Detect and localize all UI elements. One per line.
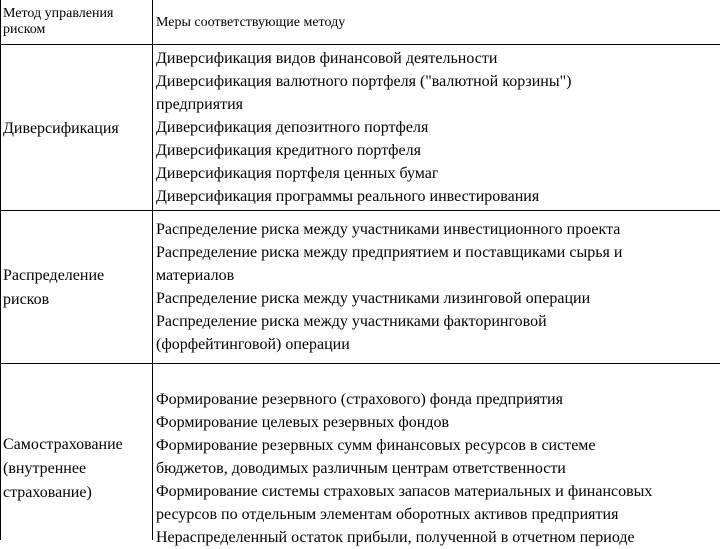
measure-line: Диверсификация программы реального инвестирования bbox=[156, 188, 540, 205]
measure-line: Формирование резервных сумм финансовых ресурсов в системе bbox=[156, 437, 596, 454]
measure-line: бюджетов, доводимых различным центрам ответственности bbox=[156, 460, 566, 477]
row-1-method bbox=[3, 117, 143, 141]
row-2-method bbox=[3, 264, 143, 312]
measure-line: Диверсификация видов финансовой деятельности bbox=[156, 50, 498, 67]
table-border-left bbox=[0, 0, 1, 540]
row-3-measures bbox=[156, 388, 720, 549]
measure-line: Нераспределенный остаток прибыли, полученной в отчетном периоде bbox=[156, 529, 635, 546]
header-method bbox=[3, 6, 113, 38]
measure-line: Распределение риска между предприятием и поставщиками сырья и bbox=[156, 244, 623, 261]
measure-line: Формирование системы страховых запасов материальных и финансовых bbox=[156, 483, 653, 500]
header-method-line-1: Метод управления bbox=[3, 6, 114, 21]
measure-line: Диверсификация депозитного портфеля bbox=[156, 119, 429, 136]
method-line: (внутреннее bbox=[3, 460, 87, 477]
method-line: рисков bbox=[3, 291, 50, 308]
header-measures: Меры соответствующие методу bbox=[156, 15, 346, 30]
measure-line: материалов bbox=[156, 267, 235, 284]
row-divider-1 bbox=[0, 210, 720, 211]
method-line: Диверсификация bbox=[3, 120, 119, 137]
header-divider bbox=[0, 44, 720, 45]
measure-line: Распределение риска между участниками лизинговой операции bbox=[156, 290, 591, 307]
row-1-measures bbox=[156, 47, 720, 208]
measure-line: Формирование целевых резервных фондов bbox=[156, 414, 450, 431]
measure-line: Распределение риска между участниками факторинговой bbox=[156, 313, 547, 330]
measure-line: Диверсификация портфеля ценных бумаг bbox=[156, 165, 439, 182]
method-line: Самострахование bbox=[3, 436, 123, 453]
row-2-measures bbox=[156, 218, 720, 356]
measure-line: Диверсификация кредитного портфеля bbox=[156, 142, 421, 159]
row-3-method bbox=[3, 433, 143, 505]
column-divider bbox=[152, 0, 153, 540]
method-line: Распределение bbox=[3, 267, 105, 284]
method-line: страхование) bbox=[3, 484, 92, 501]
header-method-line-2: риском bbox=[3, 22, 46, 37]
measure-line: предприятия bbox=[156, 96, 243, 113]
measure-line: Распределение риска между участниками инвестиционного проекта bbox=[156, 221, 621, 238]
measure-line: ресурсов по отдельным элементам оборотных активов предприятия bbox=[156, 506, 619, 523]
measure-line: Диверсификация валютного портфеля ("валютной корзины") bbox=[156, 73, 572, 90]
row-divider-2 bbox=[0, 363, 720, 364]
measure-line: (форфейтинговой) операции bbox=[156, 336, 350, 353]
measure-line: Формирование резервного (страхового) фонда предприятия bbox=[156, 391, 563, 408]
